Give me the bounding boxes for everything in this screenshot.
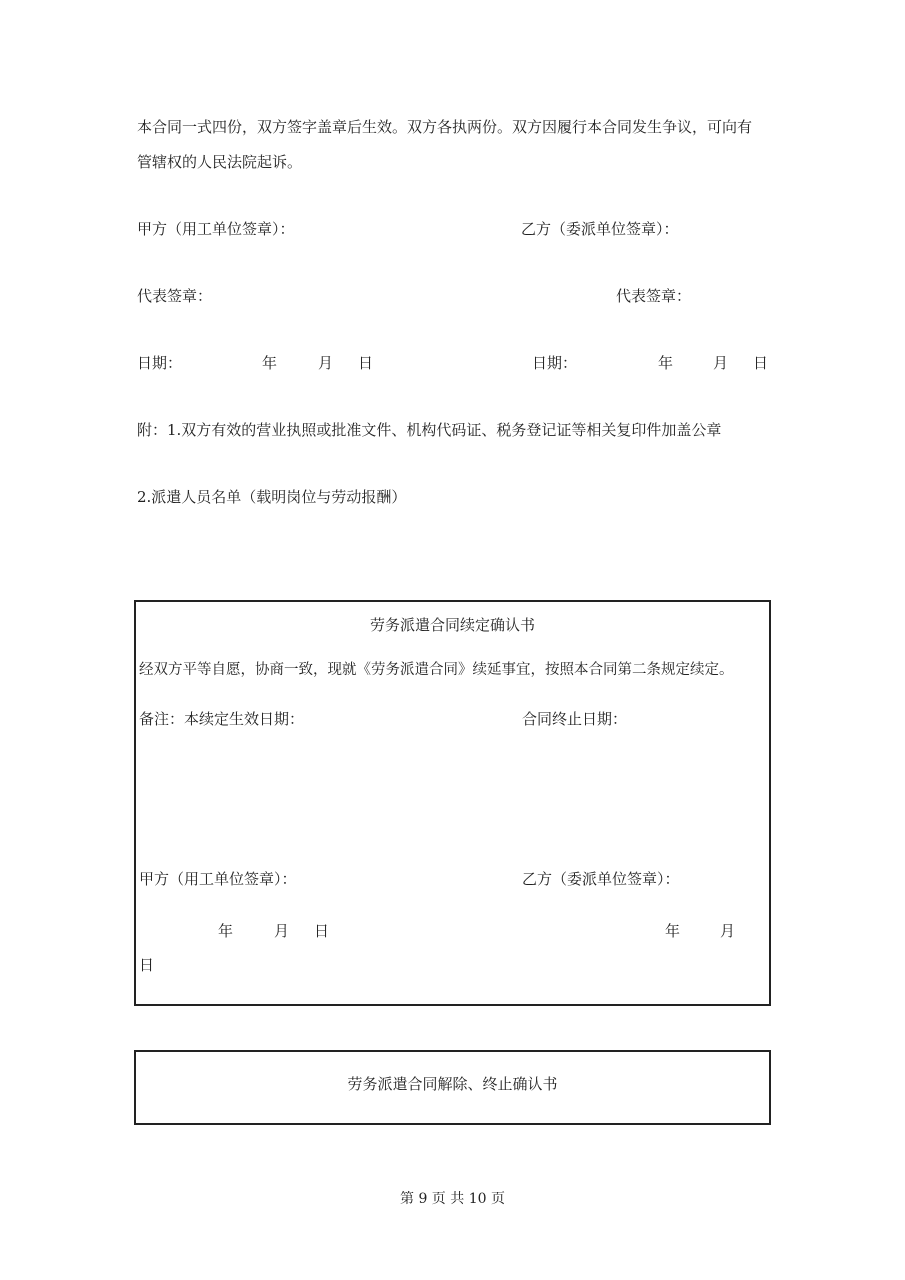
intro-line-1: 本合同一式四份，双方签字盖章后生效。双方各执两份。双方因履行本合同发生争议，可向有 [137, 118, 753, 136]
date-a-month: 月 [318, 354, 334, 372]
intro-line-2: 管辖权的人民法院起诉。 [137, 153, 303, 171]
renewal-a-year: 年 [218, 922, 234, 940]
party-b-signature-label: 乙方（委派单位签章）： [521, 220, 679, 238]
renewal-box-body: 经双方平等自愿，协商一致，现就《劳务派遣合同》续延事宜，按照本合同第二条规定续定。 [139, 662, 734, 678]
termination-confirmation-box [134, 1050, 771, 1125]
rep-a-signature-label: 代表签章： [137, 287, 213, 305]
attachment-item-1: 附：1.双方有效的营业执照或批准文件、机构代码证、税务登记证等相关复印件加盖公章 [137, 421, 722, 439]
termination-box-title: 劳务派遣合同解除、终止确认书 [347, 1075, 558, 1093]
date-a-label: 日期： [137, 354, 183, 372]
renewal-a-month: 月 [274, 922, 290, 940]
date-b-year: 年 [658, 354, 674, 372]
date-b-label: 日期： [532, 354, 578, 372]
date-a-year: 年 [262, 354, 278, 372]
renewal-termination-date-label: 合同终止日期： [522, 710, 628, 728]
party-a-signature-label: 甲方（用工单位签章）： [137, 220, 295, 238]
renewal-party-a-label: 甲方（用工单位签章）： [139, 870, 297, 888]
renewal-a-day: 日 [314, 922, 330, 940]
attachment-item-2: 2.派遣人员名单（载明岗位与劳动报酬） [137, 488, 407, 506]
renewal-confirmation-box [134, 600, 771, 1006]
renewal-b-day: 日 [139, 956, 155, 974]
renewal-b-month: 月 [720, 922, 736, 940]
date-a-day: 日 [358, 354, 374, 372]
rep-b-signature-label: 代表签章： [616, 287, 692, 305]
date-b-month: 月 [713, 354, 729, 372]
renewal-effective-date-label: 备注：本续定生效日期： [139, 710, 305, 728]
date-b-day: 日 [753, 354, 769, 372]
renewal-b-year: 年 [665, 922, 681, 940]
renewal-box-title: 劳务派遣合同续定确认书 [369, 616, 535, 634]
page-number: 第 9 页 共 10 页 [400, 1191, 505, 1207]
renewal-party-b-label: 乙方（委派单位签章）： [522, 870, 680, 888]
